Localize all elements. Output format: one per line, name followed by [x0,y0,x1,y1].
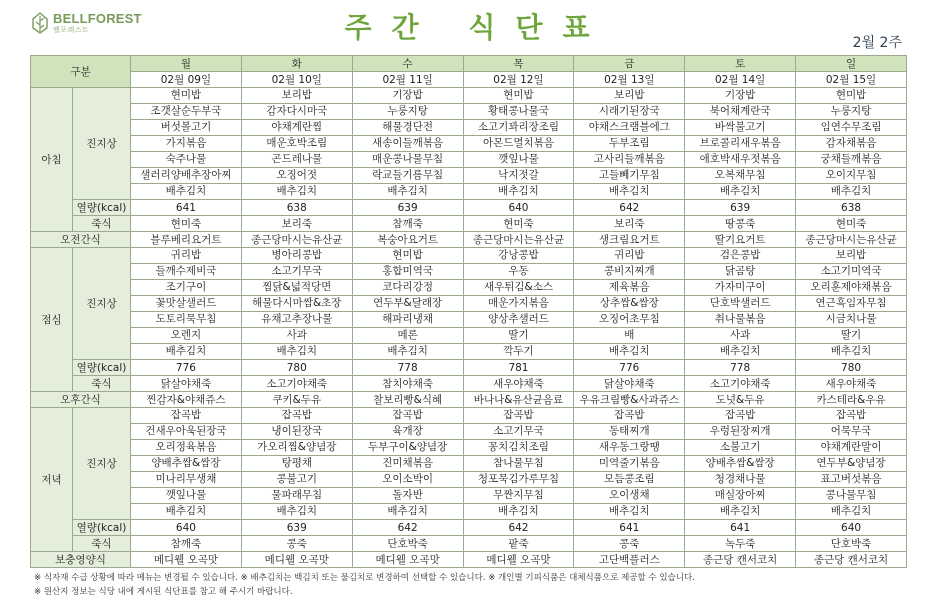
menu-item: 배추김치 [241,184,352,200]
menu-item: 표고버섯볶음 [796,472,907,488]
day-header: 일 [796,56,907,72]
menu-item: 잡곡밥 [463,408,574,424]
pm-snack-item: 바나나&유산균음료 [463,392,574,408]
menu-item: 오이생채 [574,488,685,504]
menu-item: 해파리냉채 [352,312,463,328]
menu-item: 제육볶음 [574,280,685,296]
menu-item: 꽁치김치조림 [463,440,574,456]
supplement-item: 종근당 캔서코치 [796,552,907,568]
menu-item: 검은콩밥 [685,248,796,264]
porridge-item: 새우야채죽 [463,376,574,392]
menu-item: 소고기무국 [463,424,574,440]
menu-item: 낙지젓갈 [463,168,574,184]
menu-item: 숙주나물 [131,152,242,168]
menu-item: 강낭콩밥 [463,248,574,264]
menu-item: 코다리강정 [352,280,463,296]
menu-item: 매운호박조림 [241,136,352,152]
menu-item: 오징어초무침 [574,312,685,328]
menu-item: 연근흑임자무침 [796,296,907,312]
menu-item: 조갯살순두부국 [131,104,242,120]
menu-item: 오이지무침 [796,168,907,184]
menu-item: 가오리찜&양념장 [241,440,352,456]
footnote-line: ※ 식자재 수급 상황에 따라 메뉴는 변경될 수 있습니다. ※ 배추김치는 백김치 또는 물김치로 변경하여 선택할 수 있습니다. ※ 개인별 기피식품은 대체식품으로 제공할 수 있습니다. [34,573,695,583]
menu-item: 잡곡밥 [241,408,352,424]
day-header: 토 [685,56,796,72]
supplement-item: 메디웰 오곡맛 [241,552,352,568]
date-header: 02월 10일 [241,72,352,88]
menu-item: 배추김치 [131,184,242,200]
meal-label: 점심 [31,248,73,392]
porridge-label: 죽식 [73,536,131,552]
menu-item: 잡곡밥 [131,408,242,424]
porridge-item: 닭살야채죽 [574,376,685,392]
menu-item: 취나물볶음 [685,312,796,328]
menu-item: 애호박새우젓볶음 [685,152,796,168]
menu-item: 야채계란찜 [241,120,352,136]
kcal-label: 열량(kcal) [73,360,131,376]
menu-item: 참나물무침 [463,456,574,472]
porridge-label: 죽식 [73,376,131,392]
menu-item: 가지볶음 [131,136,242,152]
menu-item: 버섯볼고기 [131,120,242,136]
menu-item: 감자채볶음 [796,136,907,152]
date-header: 02월 13일 [574,72,685,88]
date-header: 02월 12일 [463,72,574,88]
menu-item: 새송이들깨볶음 [352,136,463,152]
menu-item: 오복채무침 [685,168,796,184]
supplement-item: 메디웰 오곡맛 [463,552,574,568]
menu-item: 보리밥 [796,248,907,264]
menu-item: 딸기 [796,328,907,344]
supplement-item: 고단백플러스 [574,552,685,568]
main-course-label: 진지상 [73,408,131,520]
porridge-label: 죽식 [73,216,131,232]
menu-item: 어묵무국 [796,424,907,440]
porridge-item: 참치야채죽 [352,376,463,392]
kcal-label: 열량(kcal) [73,200,131,216]
menu-item: 누룽지탕 [796,104,907,120]
brand-name: BELLFOREST [53,11,142,26]
menu-item: 새우동그랑땡 [574,440,685,456]
menu-item: 잡곡밥 [685,408,796,424]
menu-item: 해물경단전 [352,120,463,136]
menu-item: 잡곡밥 [352,408,463,424]
menu-item: 보리밥 [574,88,685,104]
menu-item: 두부조림 [574,136,685,152]
supplement-item: 메디웰 오곡맛 [131,552,242,568]
footnotes [34,571,695,599]
menu-item: 오징어젓 [241,168,352,184]
menu-item: 배추김치 [463,504,574,520]
porridge-item: 닭살야채죽 [131,376,242,392]
menu-item: 북어채계란국 [685,104,796,120]
pm-snack-item: 찰보리빵&식혜 [352,392,463,408]
week-label: 2월 2주 [852,35,902,51]
footnote-line: ※ 원산지 정보는 식당 내에 게시된 식단표를 참고 해 주시기 바랍니다. [34,587,293,597]
menu-item: 우동 [463,264,574,280]
menu-item: 기장밥 [685,88,796,104]
menu-item: 오렌지 [131,328,242,344]
menu-item: 배추김치 [685,504,796,520]
menu-item: 냉이된장국 [241,424,352,440]
porridge-item: 참깨죽 [131,536,242,552]
menu-item: 현미밥 [463,88,574,104]
menu-item: 배추김치 [685,344,796,360]
menu-item: 콩비지찌개 [574,264,685,280]
menu-item: 고들빼기무침 [574,168,685,184]
kcal-value: 640 [796,520,907,536]
kcal-value: 641 [131,200,242,216]
kcal-value: 642 [352,520,463,536]
menu-item: 황태콩나물국 [463,104,574,120]
menu-item: 무짠지무침 [463,488,574,504]
kcal-value: 640 [463,200,574,216]
menu-item: 배추김치 [352,184,463,200]
am-snack-item: 종근당마시는유산균 [463,232,574,248]
menu-item: 돌자반 [352,488,463,504]
menu-item: 바싹불고기 [685,120,796,136]
menu-item: 해물다시마쌈&초장 [241,296,352,312]
menu-item: 잡곡밥 [796,408,907,424]
menu-item: 곤드레나물 [241,152,352,168]
page-title: 주간 식단표 [344,11,610,44]
menu-item: 육개장 [352,424,463,440]
kcal-value: 642 [463,520,574,536]
menu-item: 청포묵김가루무침 [463,472,574,488]
menu-item: 청경채나물 [685,472,796,488]
day-header: 화 [241,56,352,72]
menu-item: 두부구이&양념장 [352,440,463,456]
date-header: 02월 15일 [796,72,907,88]
menu-item: 궁채들깨볶음 [796,152,907,168]
kcal-value: 642 [574,200,685,216]
menu-item: 모듬콩조림 [574,472,685,488]
menu-item: 탕평채 [241,456,352,472]
pm-snack-item: 도넛&두유 [685,392,796,408]
day-header: 목 [463,56,574,72]
kcal-value: 780 [796,360,907,376]
date-header: 02월 14일 [685,72,796,88]
menu-item: 딸기 [463,328,574,344]
menu-item: 감자다시마국 [241,104,352,120]
porridge-item: 현미죽 [131,216,242,232]
menu-item: 사과 [241,328,352,344]
menu-item: 야채스크램블에그 [574,120,685,136]
am-snack-item: 생크림요거트 [574,232,685,248]
supplement-item: 종근당 캔서코치 [685,552,796,568]
porridge-item: 참깨죽 [352,216,463,232]
menu-item: 임연수무조림 [796,120,907,136]
menu-item: 샐러리양배추장아찌 [131,168,242,184]
supplement-item: 메디웰 오곡맛 [352,552,463,568]
menu-item: 소불고기 [685,440,796,456]
menu-item: 상추쌈&쌈장 [574,296,685,312]
menu-item: 누룽지탕 [352,104,463,120]
kcal-value: 639 [241,520,352,536]
menu-item: 배 [574,328,685,344]
day-header: 월 [131,56,242,72]
am-snack-label: 오전간식 [31,232,131,248]
am-snack-item: 종근당마시는유산균 [241,232,352,248]
kcal-value: 776 [131,360,242,376]
kcal-value: 778 [352,360,463,376]
pm-snack-label: 오후간식 [31,392,131,408]
porridge-item: 보리죽 [241,216,352,232]
menu-item: 찜닭&넓적당면 [241,280,352,296]
menu-item: 매운가지볶음 [463,296,574,312]
kcal-value: 639 [685,200,796,216]
menu-item: 매실장아찌 [685,488,796,504]
menu-item: 조기구이 [131,280,242,296]
menu-item: 도토리묵무침 [131,312,242,328]
porridge-item: 콩죽 [241,536,352,552]
kcal-value: 780 [241,360,352,376]
menu-item: 깍두기 [463,344,574,360]
date-header: 02월 11일 [352,72,463,88]
menu-item: 콩나물무침 [796,488,907,504]
menu-item: 들깨수제비국 [131,264,242,280]
porridge-item: 새우야채죽 [796,376,907,392]
menu-item: 배추김치 [574,344,685,360]
menu-item: 깻잎나물 [131,488,242,504]
porridge-item: 콩죽 [574,536,685,552]
am-snack-item: 딸기요거트 [685,232,796,248]
porridge-item: 소고기야채죽 [685,376,796,392]
menu-item: 현미밥 [796,88,907,104]
menu-item: 배추김치 [241,344,352,360]
menu-item: 진미채볶음 [352,456,463,472]
kcal-label: 열량(kcal) [73,520,131,536]
kcal-value: 638 [241,200,352,216]
menu-item: 새우튀김&소스 [463,280,574,296]
menu-item: 배추김치 [241,504,352,520]
am-snack-item: 복숭아요거트 [352,232,463,248]
kcal-value: 641 [685,520,796,536]
menu-item: 아몬드멸치볶음 [463,136,574,152]
kcal-value: 638 [796,200,907,216]
menu-item: 고사리들깨볶음 [574,152,685,168]
menu-item: 닭곰탕 [685,264,796,280]
menu-item: 배추김치 [352,344,463,360]
porridge-item: 녹두죽 [685,536,796,552]
menu-item: 배추김치 [352,504,463,520]
menu-item: 야채계란말이 [796,440,907,456]
porridge-item: 팥죽 [463,536,574,552]
porridge-item: 땅콩죽 [685,216,796,232]
menu-item: 락교들기름무침 [352,168,463,184]
menu-item: 현미밥 [352,248,463,264]
menu-item: 소고기꽈리장조림 [463,120,574,136]
meal-label: 저녁 [31,408,73,552]
kcal-value: 639 [352,200,463,216]
date-header: 02월 09일 [131,72,242,88]
menu-item: 귀리밥 [131,248,242,264]
menu-item: 기장밥 [352,88,463,104]
menu-item: 오리훈제야채볶음 [796,280,907,296]
porridge-item: 현미죽 [463,216,574,232]
menu-item: 배추김치 [796,504,907,520]
menu-item: 잡곡밥 [574,408,685,424]
menu-item: 배추김치 [796,184,907,200]
menu-item: 배추김치 [574,184,685,200]
menu-item: 동태찌개 [574,424,685,440]
menu-item: 메론 [352,328,463,344]
menu-item: 보리밥 [241,88,352,104]
menu-item: 현미밥 [131,88,242,104]
pm-snack-item: 우유크림빵&사과쥬스 [574,392,685,408]
menu-item: 시금치나물 [796,312,907,328]
menu-item: 병아리콩밥 [241,248,352,264]
menu-item: 배추김치 [131,504,242,520]
menu-item: 소고기미역국 [796,264,907,280]
kcal-value: 778 [685,360,796,376]
menu-item: 미나리무생채 [131,472,242,488]
am-snack-item: 종근당마시는유산균 [796,232,907,248]
menu-item: 오이소박이 [352,472,463,488]
weekly-menu-table [30,55,907,568]
pm-snack-item: 쿠키&두유 [241,392,352,408]
menu-item: 미역줄기볶음 [574,456,685,472]
menu-item: 건새우아욱된장국 [131,424,242,440]
menu-item: 배추김치 [131,344,242,360]
menu-item: 홍합미역국 [352,264,463,280]
menu-item: 양배추쌈&쌈장 [131,456,242,472]
menu-item: 꽃맛살샐러드 [131,296,242,312]
menu-item: 귀리밥 [574,248,685,264]
menu-item: 깻잎나물 [463,152,574,168]
day-header: 수 [352,56,463,72]
pm-snack-item: 찐감자&야채쥬스 [131,392,242,408]
porridge-item: 단호박죽 [796,536,907,552]
menu-item: 연두부&달래장 [352,296,463,312]
main-course-label: 진지상 [73,88,131,200]
porridge-item: 단호박죽 [352,536,463,552]
menu-item: 배추김치 [574,504,685,520]
header-gubun: 구분 [31,56,131,88]
menu-item: 단호박샐러드 [685,296,796,312]
pm-snack-item: 카스테라&우유 [796,392,907,408]
menu-item: 매운콩나물무침 [352,152,463,168]
menu-item: 오리정육볶음 [131,440,242,456]
am-snack-item: 블루베리요거트 [131,232,242,248]
menu-item: 물파래무침 [241,488,352,504]
menu-item: 소고기무국 [241,264,352,280]
menu-item: 콩불고기 [241,472,352,488]
menu-item: 양상추샐러드 [463,312,574,328]
menu-item: 유채고추장나물 [241,312,352,328]
supplement-label: 보충영양식 [31,552,131,568]
kcal-value: 640 [131,520,242,536]
porridge-item: 보리죽 [574,216,685,232]
menu-item: 가자미구이 [685,280,796,296]
main-course-label: 진지상 [73,248,131,360]
menu-item: 우렁된장찌개 [685,424,796,440]
menu-item: 양배추쌈&쌈장 [685,456,796,472]
day-header: 금 [574,56,685,72]
meal-label: 아침 [31,88,73,232]
menu-item: 사과 [685,328,796,344]
menu-item: 연두부&양념장 [796,456,907,472]
menu-item: 배추김치 [685,184,796,200]
kcal-value: 781 [463,360,574,376]
menu-item: 배추김치 [463,184,574,200]
porridge-item: 소고기야채죽 [241,376,352,392]
menu-item: 시래기된장국 [574,104,685,120]
porridge-item: 현미죽 [796,216,907,232]
menu-item: 브로콜리새우볶음 [685,136,796,152]
kcal-value: 776 [574,360,685,376]
brand-subname: 벨포레스트 [53,26,90,34]
menu-item: 배추김치 [796,344,907,360]
kcal-value: 641 [574,520,685,536]
